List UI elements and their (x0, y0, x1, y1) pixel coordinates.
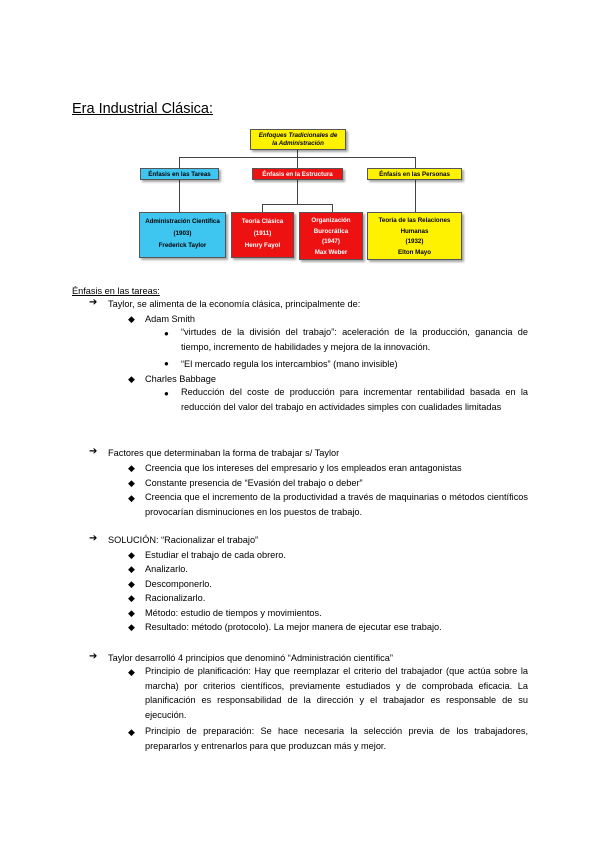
dot-bullet-icon: ● (164, 329, 169, 338)
diamond-bullet-icon: ◆ (128, 550, 135, 560)
leaf-box-weber (299, 212, 363, 260)
connector (262, 204, 263, 212)
leaf-line: Teoría Clásica (241, 218, 284, 225)
chart-root-line: la Administración (272, 140, 324, 147)
list-item: Taylor desarrolló 4 principios que denominó “Administración científica” (108, 653, 393, 663)
list-item: Creencia que el incremento de la productividad a través de maquinarias o métodos científicos provocarían disminuciones en los puestos de trabajo. (145, 492, 528, 517)
list-item: Racionalizarlo. (145, 593, 206, 603)
list-item: Adam Smith (145, 314, 196, 324)
leaf-line: Burocrática (313, 227, 349, 235)
connector (297, 149, 298, 157)
branch-box-estructura (252, 168, 343, 180)
list-item: Descomponerlo. (145, 579, 212, 589)
list-item: Constante presencia de “Evasión del trabajo o deber” (145, 478, 363, 488)
list-item: Analizarlo. (145, 564, 188, 574)
connector (332, 204, 333, 212)
leaf-line: (1911) (253, 230, 272, 237)
connector (179, 157, 180, 168)
leaf-line: Max Weber (314, 248, 348, 256)
branch-box-personas (367, 168, 462, 180)
leaf-box-taylor (139, 212, 226, 258)
list-item: SOLUCIÓN: “Racionalizar el trabajo” (108, 535, 259, 545)
leaf-box-mayo (367, 212, 462, 260)
list-item: Creencia que los intereses del empresario y los empleados eran antagonistas (145, 463, 462, 473)
diamond-bullet-icon: ◆ (128, 727, 135, 737)
connector (415, 157, 416, 168)
dot-bullet-icon: ● (164, 389, 169, 398)
diamond-bullet-icon: ◆ (128, 463, 135, 473)
list-item: Factores que determinaban la forma de trabajar s/ Taylor (108, 448, 340, 458)
list-item: “El mercado regula los intercambios” (mano invisible) (181, 359, 398, 369)
leaf-line: Elton Mayo (397, 248, 431, 256)
list-item: Taylor, se alimenta de la economía clásica, principalmente de: (108, 299, 361, 309)
chart-root-line: Enfoques Tradicionales de (258, 132, 338, 139)
diamond-bullet-icon: ◆ (128, 493, 135, 503)
list-item: Principio de preparación: Se hace necesaria la selección previa de los trabajadores, prepararlos y entrenarlos para que produzcan más y mejor. (145, 726, 528, 751)
section-heading: Énfasis en las tareas: (72, 286, 160, 296)
dot-bullet-icon: ● (164, 359, 169, 368)
leaf-line: Frederick Taylor (158, 242, 207, 249)
list-item: “virtudes de la división del trabajo”: aceleración de la producción, ganancia de tiempo, incremento de habilidades y mejora de la innovación. (181, 327, 528, 352)
branch-label: Énfasis en las Personas (379, 171, 450, 178)
list-item: Principio de planificación: Hay que reemplazar el criterio del trabajador (que actúa sobre la marcha) por criterios científicos, previamente estudiados y de comprobada eficacia. La planificación es responsabilidad de la dirección y el trabajador es responsable de su ejecución. (145, 666, 528, 720)
arrow-bullet-icon: ➔ (89, 297, 98, 308)
diamond-bullet-icon: ◆ (128, 593, 135, 603)
diamond-bullet-icon: ◆ (128, 374, 135, 384)
arrow-bullet-icon: ➔ (89, 651, 98, 662)
connector (262, 204, 333, 205)
diamond-bullet-icon: ◆ (128, 667, 135, 677)
leaf-line: Humanas (400, 227, 429, 235)
leaf-box-fayol (231, 212, 294, 258)
diamond-bullet-icon: ◆ (128, 622, 135, 632)
diamond-bullet-icon: ◆ (128, 579, 135, 589)
diamond-bullet-icon: ◆ (128, 564, 135, 574)
leaf-line: (1947) (322, 238, 340, 245)
connector (179, 180, 180, 212)
connector (297, 157, 298, 168)
leaf-line: (1903) (173, 230, 192, 237)
leaf-line: (1932) (405, 238, 424, 245)
list-item: Método: estudio de tiempos y movimientos. (145, 608, 322, 618)
leaf-line: Administración Científica (145, 218, 220, 225)
arrow-bullet-icon: ➔ (89, 446, 98, 457)
diamond-bullet-icon: ◆ (128, 608, 135, 618)
branch-label: Énfasis en las Tareas (148, 171, 211, 178)
branch-label: Énfasis en la Estructura (262, 171, 333, 178)
branch-box-tareas (140, 168, 219, 180)
connector (415, 180, 416, 212)
page-title: Era Industrial Clásica: (72, 101, 214, 117)
diamond-bullet-icon: ◆ (128, 314, 135, 324)
list-item: Resultado: método (protocolo). La mejor manera de ejecutar ese trabajo. (145, 622, 442, 632)
leaf-line: Organización (311, 217, 351, 224)
list-item: Estudiar el trabajo de cada obrero. (145, 550, 286, 560)
chart-root-box (250, 129, 346, 150)
diamond-bullet-icon: ◆ (128, 478, 135, 488)
leaf-line: Teoría de las Relaciones (378, 217, 451, 224)
connector (297, 180, 298, 204)
leaf-line: Henry Fayol (244, 242, 281, 249)
arrow-bullet-icon: ➔ (89, 533, 98, 544)
list-item: Charles Babbage (145, 374, 216, 384)
list-item: Reducción del coste de producción para incrementar rentabilidad basada en la reducción del valor del trabajo en actividades simples con cualidades limitadas (181, 387, 528, 412)
